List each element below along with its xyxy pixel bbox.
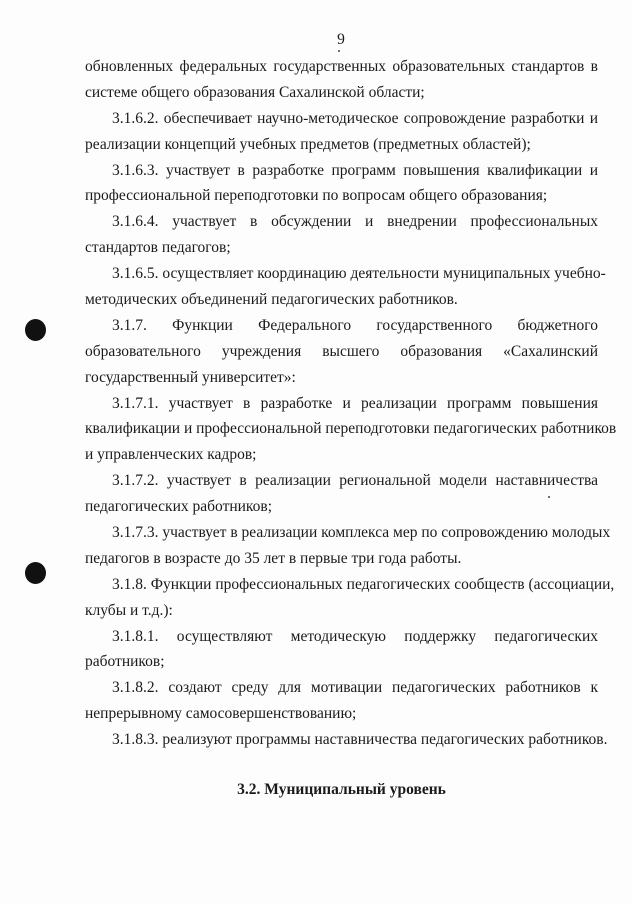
text-line: работников;	[85, 653, 165, 671]
scan-speck	[338, 50, 340, 52]
text-line: профессиональной переподготовки по вопросам общего образования;	[85, 187, 548, 205]
text-line: 3.1.7.3. участвует в реализации комплекса мер по сопровождению молодых	[112, 524, 611, 542]
text-line: системе общего образования Сахалинской области;	[85, 83, 425, 101]
paragraph	[85, 106, 598, 158]
paragraph	[85, 675, 598, 727]
text-line: 3.1.8.3. реализуют программы наставничества педагогических работников.	[112, 731, 608, 749]
page-number: 9	[337, 31, 345, 48]
text-line: 3.1.8.2. создают среду для мотивации педагогических работников к	[112, 679, 598, 697]
text-line: стандартов педагогов;	[85, 239, 231, 257]
paragraph	[85, 520, 611, 572]
text-line: 3.1.7. Функции Федерального государственного бюджетного	[112, 316, 598, 334]
paragraph	[85, 624, 598, 676]
text-line: педагогических работников;	[85, 498, 273, 516]
text-line: 3.1.6.4. участвует в обсуждении и внедрении профессиональных	[112, 213, 598, 231]
punch-hole-mark	[25, 562, 46, 584]
paragraph	[85, 727, 608, 753]
text-line: государственный университет»:	[85, 368, 296, 386]
text-line: педагогов в возрасте до 35 лет в первые три года работы.	[85, 549, 462, 567]
text-line: 3.1.8. Функции профессиональных педагогических сообществ (ассоциации,	[112, 575, 615, 593]
paragraph	[85, 391, 617, 469]
text-line: 3.1.7.2. участвует в реализации региональной модели наставничества	[112, 472, 598, 490]
text-line: 3.1.7.1. участвует в разработке и реализации программ повышения	[112, 394, 598, 412]
paragraph	[85, 158, 598, 210]
text-line: реализации концепций учебных предметов (предметных областей);	[85, 135, 531, 153]
text-line: образовательного учреждения высшего образования «Сахалинский	[85, 342, 598, 360]
text-line: клубы и т.д.):	[85, 601, 173, 619]
paragraph	[85, 313, 598, 391]
punch-hole-mark	[25, 319, 46, 341]
paragraph	[85, 54, 598, 106]
text-line: 3.1.8.1. осуществляют методическую поддержку педагогических	[112, 627, 598, 645]
paragraph	[85, 261, 606, 313]
paragraph	[85, 468, 598, 520]
document-body	[85, 54, 617, 803]
text-line: 3.1.6.2. обеспечивает научно-методическое сопровождение разработки и	[112, 109, 598, 127]
text-line: квалификации и профессиональной переподготовки педагогических работников	[85, 420, 617, 438]
text-line: и управленческих кадров;	[85, 446, 257, 464]
paragraph	[85, 572, 615, 624]
text-line: непрерывному самосовершенствованию;	[85, 705, 357, 723]
text-line: методических объединений педагогических работников.	[85, 291, 458, 309]
text-line: обновленных федеральных государственных образовательных стандартов в	[85, 58, 598, 75]
section-heading: 3.2. Муниципальный уровень	[237, 781, 446, 799]
text-line: 3.1.6.5. осуществляет координацию деятельности муниципальных учебно-	[112, 265, 606, 283]
text-line: 3.1.6.3. участвует в разработке программ повышения квалификации и	[112, 161, 598, 179]
paragraph	[85, 209, 598, 261]
